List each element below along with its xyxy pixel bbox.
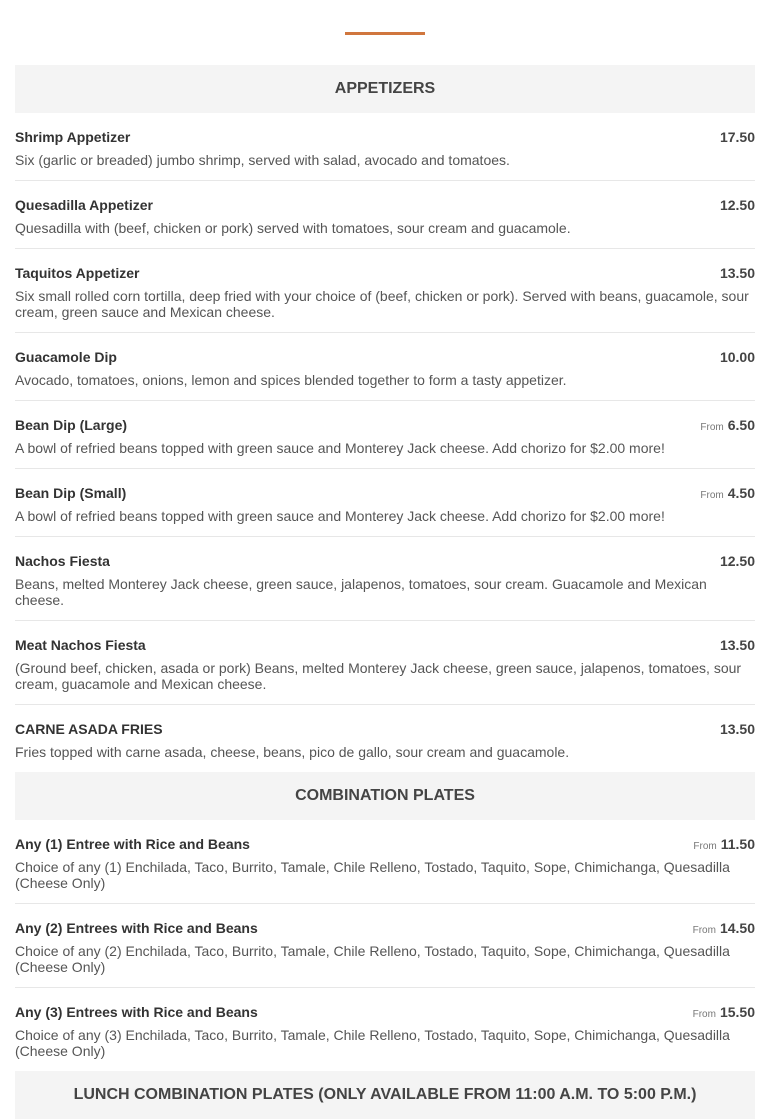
item-price: 6.50 — [727, 417, 755, 433]
item-description: Six small rolled corn tortilla, deep fried with your choice of (beef, chicken or pork). Served with beans, guacamole, sour cream, green sauce and Mexican cheese. — [15, 288, 749, 320]
item-price: 11.50 — [720, 836, 755, 852]
item-price: 13.50 — [719, 265, 755, 281]
menu-item[interactable] — [15, 537, 755, 621]
item-description: Six (garlic or breaded) jumbo shrimp, served with salad, avocado and tomatoes. — [15, 152, 510, 168]
price-from-label: From — [692, 925, 716, 936]
item-price-group — [720, 721, 755, 737]
item-price-group — [720, 197, 755, 213]
section-header: LUNCH COMBINATION PLATES (ONLY AVAILABLE FROM 11:00 A.M. TO 5:00 P.M.) — [15, 1071, 755, 1119]
item-description: Choice of any (2) Enchilada, Taco, Burrito, Tamale, Chile Relleno, Tostado, Taquito, Sope, Chimichanga, Quesadilla (Cheese Only) — [15, 943, 730, 975]
item-price-group — [693, 1004, 755, 1020]
item-price-group — [700, 485, 755, 501]
menu-item[interactable] — [15, 181, 755, 249]
item-price: 14.50 — [719, 920, 755, 936]
item-name: Any (3) Entrees with Rice and Beans — [15, 1004, 258, 1020]
menu-item[interactable] — [15, 249, 755, 333]
item-price-group — [720, 265, 755, 281]
item-name: Quesadilla Appetizer — [15, 197, 153, 213]
item-price: 17.50 — [719, 129, 755, 145]
item-price: 13.50 — [719, 721, 755, 737]
item-price: 13.50 — [719, 637, 755, 653]
item-price-group — [720, 349, 755, 365]
item-price: 15.50 — [719, 1004, 755, 1020]
item-price-group — [720, 553, 755, 569]
item-name: Bean Dip (Small) — [15, 485, 127, 501]
item-price-group — [700, 417, 755, 433]
item-price: 12.50 — [719, 553, 755, 569]
menu-item[interactable] — [15, 988, 755, 1071]
item-description: A bowl of refried beans topped with green sauce and Monterey Jack cheese. Add chorizo for $2.00 more! — [15, 440, 665, 456]
item-name: CARNE ASADA FRIES — [15, 721, 163, 737]
section-header: COMBINATION PLATES — [15, 772, 755, 820]
item-description: Avocado, tomatoes, onions, lemon and spices blended together to form a tasty appetizer. — [15, 372, 567, 388]
item-name: Bean Dip (Large) — [15, 417, 128, 433]
item-price-group — [720, 637, 755, 653]
item-name: Nachos Fiesta — [15, 553, 110, 569]
item-description: Beans, melted Monterey Jack cheese, green sauce, jalapenos, tomatoes, sour cream. Guacamole and Mexican cheese. — [15, 576, 707, 608]
section-header: APPETIZERS — [15, 65, 755, 113]
item-name: Meat Nachos Fiesta — [15, 637, 146, 653]
menu-item[interactable] — [15, 469, 755, 537]
price-from-label: From — [700, 490, 724, 501]
item-description: Fries topped with carne asada, cheese, beans, pico de gallo, sour cream and guacamole. — [15, 744, 570, 760]
item-description: A bowl of refried beans topped with green sauce and Monterey Jack cheese. Add chorizo for $2.00 more! — [15, 508, 665, 524]
item-description: Choice of any (1) Enchilada, Taco, Burrito, Tamale, Chile Relleno, Tostado, Taquito, Sope, Chimichanga, Quesadilla (Cheese Only) — [15, 859, 730, 891]
price-from-label: From — [692, 1009, 716, 1020]
item-name: Shrimp Appetizer — [15, 129, 131, 145]
item-price-group — [720, 129, 755, 145]
menu-item[interactable] — [15, 705, 755, 772]
menu-item[interactable] — [15, 621, 755, 705]
menu-item[interactable] — [15, 820, 755, 904]
menu-item[interactable] — [15, 904, 755, 988]
menu-item[interactable] — [15, 333, 755, 401]
price-from-label: From — [693, 841, 717, 852]
item-price-group — [693, 836, 755, 852]
item-name: Guacamole Dip — [15, 349, 117, 365]
menu-list — [15, 65, 755, 1119]
item-description: Quesadilla with (beef, chicken or pork) served with tomatoes, sour cream and guacamole. — [15, 220, 571, 236]
accent-divider — [345, 32, 425, 35]
item-price: 12.50 — [719, 197, 755, 213]
menu-item[interactable] — [15, 401, 755, 469]
item-name: Taquitos Appetizer — [15, 265, 140, 281]
menu-item[interactable] — [15, 113, 755, 181]
item-name: Any (2) Entrees with Rice and Beans — [15, 920, 258, 936]
item-description: Choice of any (3) Enchilada, Taco, Burrito, Tamale, Chile Relleno, Tostado, Taquito, Sope, Chimichanga, Quesadilla (Cheese Only) — [15, 1027, 730, 1059]
item-price: 4.50 — [727, 485, 755, 501]
item-name: Any (1) Entree with Rice and Beans — [15, 836, 250, 852]
item-description: (Ground beef, chicken, asada or pork) Beans, melted Monterey Jack cheese, green sauce, jalapenos, tomatoes, sour cream, guacamole and Mexican cheese. — [15, 660, 742, 692]
item-price: 10.00 — [719, 349, 755, 365]
item-price-group — [693, 920, 755, 936]
price-from-label: From — [700, 422, 724, 433]
